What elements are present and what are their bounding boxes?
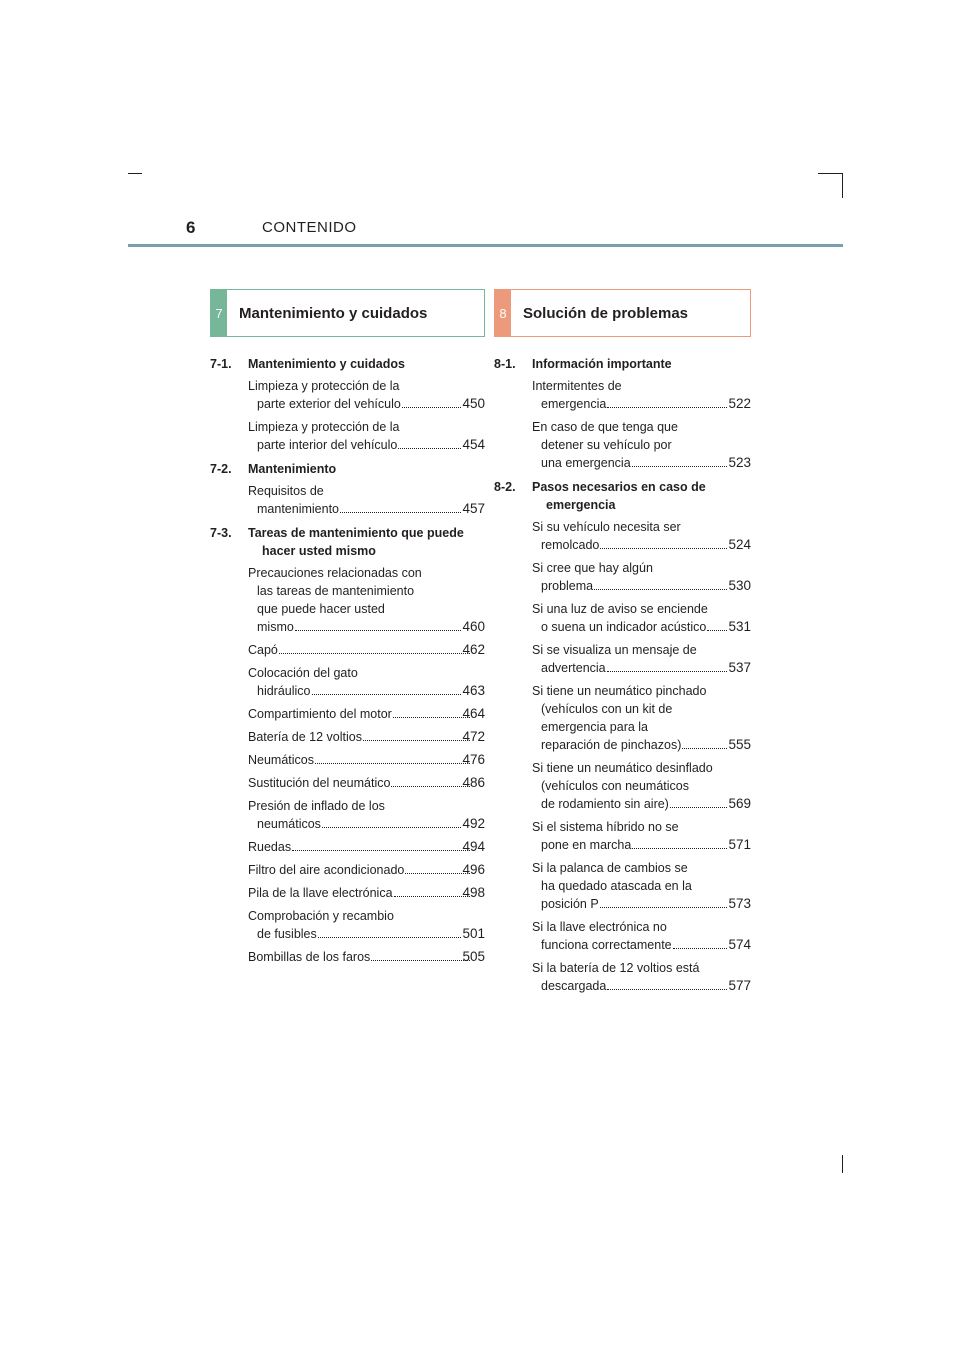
entry-text-line: de rodamiento sin aire) bbox=[541, 797, 669, 811]
page-reference: 463 bbox=[462, 683, 485, 698]
dot-leader bbox=[292, 838, 470, 851]
dot-leader bbox=[322, 815, 462, 828]
section-list bbox=[210, 355, 485, 966]
entry-text-line: Neumáticos bbox=[248, 753, 314, 767]
section-heading[interactable] bbox=[494, 478, 751, 514]
chapter-tab-8[interactable] bbox=[494, 289, 751, 337]
toc-entry[interactable] bbox=[248, 564, 485, 636]
section-code: 7-3. bbox=[210, 526, 232, 540]
chapter-number: 7 bbox=[211, 290, 227, 336]
entry-leader-line bbox=[541, 618, 751, 636]
crop-mark bbox=[128, 173, 142, 174]
entry-text-line: Ruedas bbox=[248, 840, 292, 854]
page-reference: 450 bbox=[462, 396, 485, 411]
toc-entry[interactable] bbox=[532, 682, 751, 754]
section-code: 7-1. bbox=[210, 357, 232, 371]
dot-leader bbox=[594, 577, 727, 590]
dot-leader bbox=[312, 682, 462, 695]
page-reference: 454 bbox=[462, 437, 485, 452]
entry-text-line: Filtro del aire acondicionado bbox=[248, 863, 405, 877]
dot-leader bbox=[673, 936, 728, 949]
entry-leader-line bbox=[541, 736, 751, 754]
page-reference: 522 bbox=[728, 396, 751, 411]
entry-text-line: Requisitos de bbox=[248, 484, 324, 498]
section-list bbox=[494, 355, 751, 995]
page-reference: 523 bbox=[728, 455, 751, 470]
toc-entry[interactable] bbox=[248, 641, 485, 659]
toc-entry[interactable] bbox=[248, 861, 485, 879]
entry-text-line: Si se visualiza un mensaje de bbox=[532, 643, 697, 657]
page-reference: 472 bbox=[462, 729, 485, 744]
dot-leader bbox=[279, 641, 471, 654]
dot-leader bbox=[295, 618, 462, 631]
entry-leader-line bbox=[541, 395, 751, 413]
toc-entry[interactable] bbox=[248, 774, 485, 792]
toc-entry[interactable] bbox=[248, 418, 485, 454]
entry-text-line: Colocación del gato bbox=[248, 666, 358, 680]
entry-leader-line bbox=[541, 936, 751, 954]
toc-entry[interactable] bbox=[248, 797, 485, 833]
toc-section bbox=[494, 355, 751, 472]
dot-leader bbox=[391, 774, 470, 787]
entry-text-line: las tareas de mantenimiento bbox=[257, 584, 415, 598]
page-reference: 531 bbox=[728, 619, 751, 634]
entry-text-line: Si una luz de aviso se enciende bbox=[532, 602, 708, 616]
section-code: 7-2. bbox=[210, 462, 232, 476]
dot-leader bbox=[607, 659, 728, 672]
page-reference: 496 bbox=[462, 862, 485, 877]
entry-leader-line bbox=[541, 659, 751, 677]
dot-leader bbox=[315, 751, 470, 764]
dot-leader bbox=[632, 454, 728, 467]
entry-text-line: Compartimiento del motor bbox=[248, 707, 392, 721]
dot-leader bbox=[632, 836, 727, 849]
entry-text-line: reparación de pinchazos) bbox=[541, 738, 682, 752]
entry-leader-line bbox=[257, 395, 485, 413]
toc-entry[interactable] bbox=[532, 818, 751, 854]
entry-text-line: (vehículos con neumáticos bbox=[541, 779, 689, 793]
page-reference: 555 bbox=[728, 737, 751, 752]
crop-mark bbox=[818, 173, 843, 174]
toc-entry[interactable] bbox=[532, 518, 751, 554]
page-reference: 464 bbox=[462, 706, 485, 721]
dot-leader bbox=[393, 705, 471, 718]
entry-text-line: Si la llave electrónica no bbox=[532, 920, 667, 934]
entry-text-line: Si la palanca de cambios se bbox=[532, 861, 688, 875]
dot-leader bbox=[394, 884, 471, 897]
entry-text-line: Intermitentes de bbox=[532, 379, 622, 393]
entry-text-line: posición P bbox=[541, 897, 599, 911]
toc-section bbox=[494, 478, 751, 995]
entry-leader-line bbox=[257, 925, 485, 943]
toc-entry[interactable] bbox=[248, 907, 485, 943]
toc-entry[interactable] bbox=[532, 418, 751, 472]
entry-leader-line bbox=[541, 795, 751, 813]
entry-text-line: Si la batería de 12 voltios está bbox=[532, 961, 700, 975]
entry-text-line: Si tiene un neumático pinchado bbox=[532, 684, 707, 698]
entry-list bbox=[532, 377, 751, 472]
toc-entry[interactable] bbox=[248, 664, 485, 700]
page-reference: 498 bbox=[462, 885, 485, 900]
page-reference: 492 bbox=[462, 816, 485, 831]
dot-leader bbox=[707, 618, 727, 631]
entry-text-line: o suena un indicador acústico bbox=[541, 620, 707, 634]
entry-leader-line bbox=[257, 815, 485, 833]
entry-text-line: Bombillas de los faros bbox=[248, 950, 371, 964]
entry-text-line: Limpieza y protección de la bbox=[248, 379, 400, 393]
toc-column-7 bbox=[210, 289, 485, 971]
toc-entry[interactable] bbox=[248, 751, 485, 769]
page-reference: 505 bbox=[462, 949, 485, 964]
page-reference: 577 bbox=[728, 978, 751, 993]
entry-leader-line bbox=[248, 948, 485, 966]
page-reference: 524 bbox=[728, 537, 751, 552]
entry-text-line: ha quedado atascada en la bbox=[541, 879, 692, 893]
entry-list bbox=[248, 482, 485, 518]
page-reference: 457 bbox=[462, 501, 485, 516]
section-title: Información importante bbox=[532, 357, 672, 371]
page-reference: 501 bbox=[462, 926, 485, 941]
toc-entry[interactable] bbox=[248, 728, 485, 746]
entry-text-line: Batería de 12 voltios bbox=[248, 730, 362, 744]
entry-text-line: problema bbox=[541, 579, 594, 593]
toc-entry[interactable] bbox=[248, 838, 485, 856]
section-heading[interactable] bbox=[210, 524, 485, 560]
page-reference: 573 bbox=[728, 896, 751, 911]
toc-entry[interactable] bbox=[532, 959, 751, 995]
toc-entry[interactable] bbox=[248, 884, 485, 902]
page-reference: 460 bbox=[462, 619, 485, 634]
dot-leader bbox=[600, 895, 728, 908]
chapter-heading: Solución de problemas bbox=[523, 304, 689, 322]
page-reference: 571 bbox=[728, 837, 751, 852]
entry-text-line: Limpieza y protección de la bbox=[248, 420, 400, 434]
entry-text-line: funciona correctamente bbox=[541, 938, 672, 952]
section-title: Pasos necesarios en caso de emergencia bbox=[532, 480, 706, 512]
section-title: Mantenimiento bbox=[248, 462, 337, 476]
section-heading[interactable] bbox=[210, 460, 485, 478]
toc-section bbox=[210, 460, 485, 518]
entry-text-line: que puede hacer usted bbox=[257, 602, 385, 616]
toc-section bbox=[210, 355, 485, 454]
dot-leader bbox=[682, 736, 727, 749]
page-reference: 574 bbox=[728, 937, 751, 952]
entry-text-line: En caso de que tenga que bbox=[532, 420, 678, 434]
dot-leader bbox=[398, 436, 461, 449]
dot-leader bbox=[607, 977, 727, 990]
entry-leader-line bbox=[248, 705, 485, 723]
dot-leader bbox=[600, 536, 727, 549]
entry-leader-line bbox=[248, 728, 485, 746]
entry-leader-line bbox=[248, 641, 485, 659]
section-heading[interactable] bbox=[494, 355, 751, 373]
toc-entry[interactable] bbox=[248, 705, 485, 723]
dot-leader bbox=[371, 948, 470, 961]
entry-text-line: advertencia bbox=[541, 661, 606, 675]
toc-entry[interactable] bbox=[532, 641, 751, 677]
page-reference: 476 bbox=[462, 752, 485, 767]
page-reference: 486 bbox=[462, 775, 485, 790]
entry-text-line: Precauciones relacionadas con bbox=[248, 566, 422, 580]
page-number: 6 bbox=[186, 218, 196, 237]
entry-text-line: Si su vehículo necesita ser bbox=[532, 520, 681, 534]
entry-leader-line bbox=[257, 682, 485, 700]
entry-text-line: remolcado bbox=[541, 538, 600, 552]
dot-leader bbox=[402, 395, 462, 408]
entry-leader-line bbox=[257, 500, 485, 518]
entry-text-line: Si cree que hay algún bbox=[532, 561, 653, 575]
entry-leader-line bbox=[248, 884, 485, 902]
toc-entry[interactable] bbox=[532, 759, 751, 813]
entry-text-line: hidráulico bbox=[257, 684, 311, 698]
entry-text-line: Presión de inflado de los bbox=[248, 799, 385, 813]
chapter-title: CONTENIDO bbox=[262, 219, 357, 236]
entry-text-line: mantenimiento bbox=[257, 502, 339, 516]
header-rule bbox=[128, 244, 843, 247]
entry-leader-line bbox=[541, 536, 751, 554]
entry-list bbox=[532, 518, 751, 995]
toc-entry[interactable] bbox=[248, 377, 485, 413]
entry-text-line: detener su vehículo por bbox=[541, 438, 672, 452]
chapter-heading: Mantenimiento y cuidados bbox=[239, 304, 428, 322]
toc-entry[interactable] bbox=[532, 859, 751, 913]
section-code: 8-1. bbox=[494, 357, 516, 371]
entry-text-line: una emergencia bbox=[541, 456, 631, 470]
entry-leader-line bbox=[541, 836, 751, 854]
toc-entry[interactable] bbox=[532, 559, 751, 595]
crop-mark bbox=[842, 1155, 843, 1173]
section-heading[interactable] bbox=[210, 355, 485, 373]
entry-text-line: parte exterior del vehículo bbox=[257, 397, 401, 411]
toc-entry[interactable] bbox=[532, 600, 751, 636]
entry-leader-line bbox=[541, 895, 751, 913]
entry-list bbox=[248, 377, 485, 454]
entry-text-line: Sustitución del neumático bbox=[248, 776, 391, 790]
entry-text-line: de fusibles bbox=[257, 927, 317, 941]
entry-text-line: emergencia para la bbox=[541, 720, 649, 734]
section-title: Tareas de mantenimiento que puede hacer usted mismo bbox=[248, 526, 464, 558]
entry-leader-line bbox=[257, 436, 485, 454]
entry-leader-line bbox=[248, 861, 485, 879]
page-reference: 569 bbox=[728, 796, 751, 811]
page-reference: 462 bbox=[462, 642, 485, 657]
entry-leader-line bbox=[541, 977, 751, 995]
dot-leader bbox=[670, 795, 728, 808]
section-title: Mantenimiento y cuidados bbox=[248, 357, 405, 371]
toc-entry[interactable] bbox=[532, 918, 751, 954]
entry-leader-line bbox=[541, 454, 751, 472]
entry-leader-line bbox=[248, 774, 485, 792]
entry-text-line: Si el sistema híbrido no se bbox=[532, 820, 679, 834]
toc-entry[interactable] bbox=[248, 948, 485, 966]
dot-leader bbox=[340, 500, 461, 513]
entry-leader-line bbox=[257, 618, 485, 636]
entry-text-line: neumáticos bbox=[257, 817, 321, 831]
entry-text-line: descargada bbox=[541, 979, 607, 993]
dot-leader bbox=[318, 925, 462, 938]
entry-text-line: (vehículos con un kit de bbox=[541, 702, 673, 716]
chapter-tab-7[interactable] bbox=[210, 289, 485, 337]
crop-mark bbox=[842, 173, 843, 198]
entry-leader-line bbox=[248, 838, 485, 856]
section-code: 8-2. bbox=[494, 480, 516, 494]
chapter-number: 8 bbox=[495, 290, 511, 336]
toc-entry[interactable] bbox=[532, 377, 751, 413]
dot-leader bbox=[405, 861, 470, 874]
page-reference: 537 bbox=[728, 660, 751, 675]
entry-text-line: Comprobación y recambio bbox=[248, 909, 394, 923]
toc-entry[interactable] bbox=[248, 482, 485, 518]
entry-text-line: mismo bbox=[257, 620, 294, 634]
entry-text-line: Si tiene un neumático desinflado bbox=[532, 761, 713, 775]
toc-column-8 bbox=[494, 289, 751, 1000]
toc-section bbox=[210, 524, 485, 966]
page-reference: 530 bbox=[728, 578, 751, 593]
page-reference: 494 bbox=[462, 839, 485, 854]
entry-text-line: parte interior del vehículo bbox=[257, 438, 398, 452]
entry-text-line: emergencia bbox=[541, 397, 607, 411]
entry-text-line: Pila de la llave electrónica bbox=[248, 886, 393, 900]
entry-text-line: Capó bbox=[248, 643, 278, 657]
dot-leader bbox=[363, 728, 471, 741]
dot-leader bbox=[607, 395, 727, 408]
entry-list bbox=[248, 564, 485, 966]
entry-leader-line bbox=[541, 577, 751, 595]
entry-text-line: pone en marcha bbox=[541, 838, 632, 852]
entry-leader-line bbox=[248, 751, 485, 769]
